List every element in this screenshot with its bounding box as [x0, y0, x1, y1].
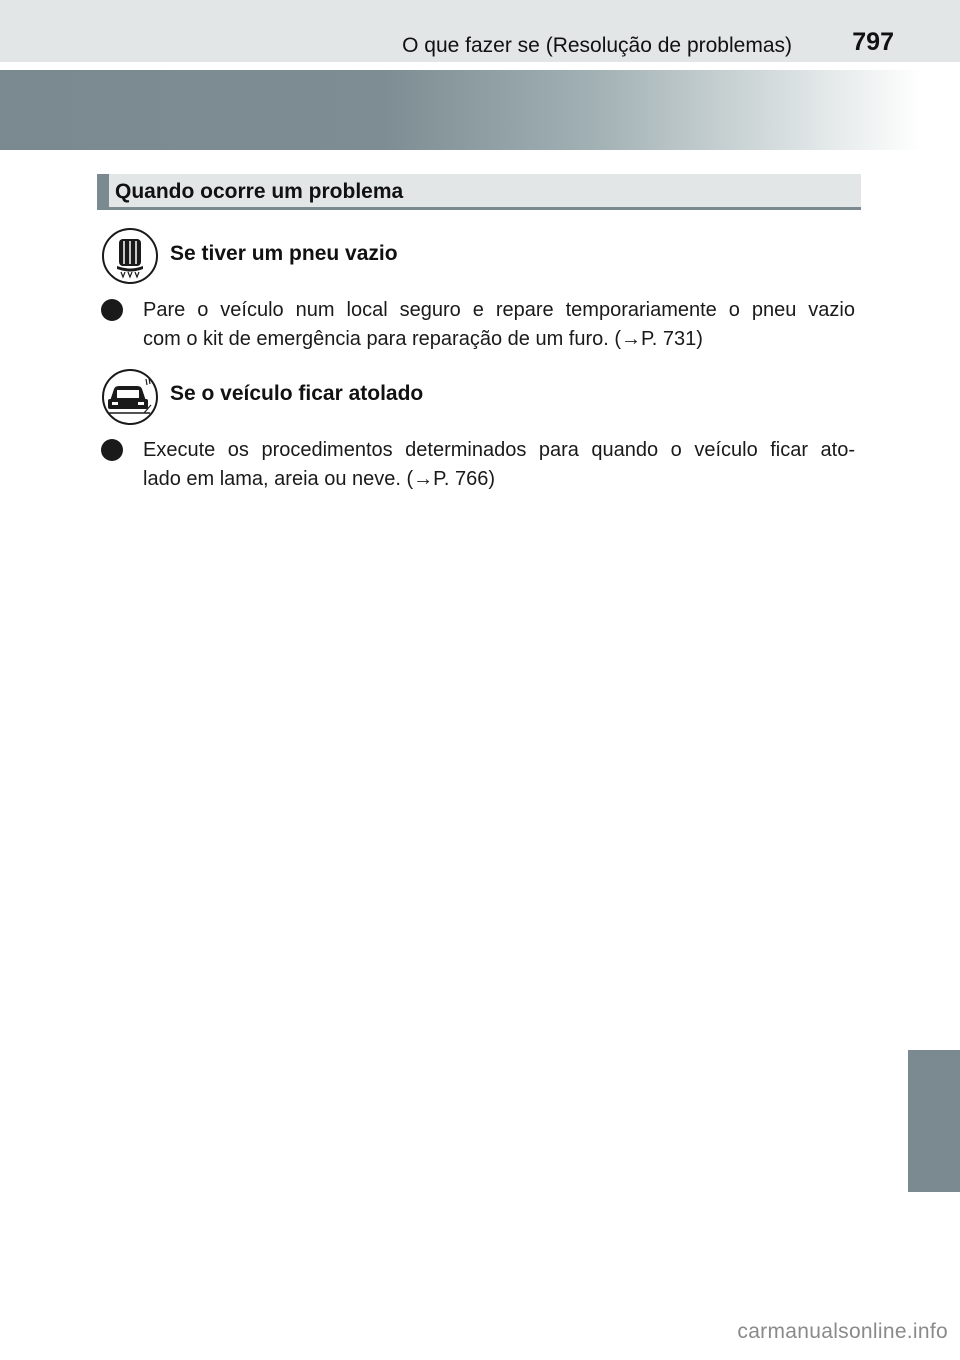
- page-number: 797: [852, 28, 894, 56]
- bullet: [101, 439, 123, 461]
- section-header: [97, 174, 861, 210]
- subheading-flat-tire: Se tiver um pneu vazio: [170, 242, 398, 265]
- header-title: O que fazer se (Resolução de problemas): [402, 34, 792, 57]
- paragraph-flat-tire: [143, 296, 855, 354]
- paragraph-line: Execute os procedimentos determinados para quando o veículo ficar ato-: [143, 439, 855, 461]
- paragraph-stuck-vehicle: [143, 436, 855, 494]
- section-title: Quando ocorre um problema: [115, 180, 404, 203]
- paragraph-line: Pare o veículo num local seguro e repare temporariamente o pneu vazio: [143, 299, 855, 321]
- paragraph-line: lado em lama, areia ou neve. (→P. 766): [143, 468, 496, 490]
- watermark: carmanualsonline.info: [737, 1320, 948, 1343]
- subheading-stuck-vehicle: Se o veículo ficar atolado: [170, 382, 424, 405]
- flat-tire-icon: [102, 228, 158, 284]
- gradient-band: [0, 70, 960, 150]
- bullet: [101, 299, 123, 321]
- paragraph-line: com o kit de emergência para reparação de um furo. (→P. 731): [143, 328, 703, 350]
- chapter-tab: [908, 1050, 960, 1192]
- stuck-vehicle-icon: [102, 369, 158, 425]
